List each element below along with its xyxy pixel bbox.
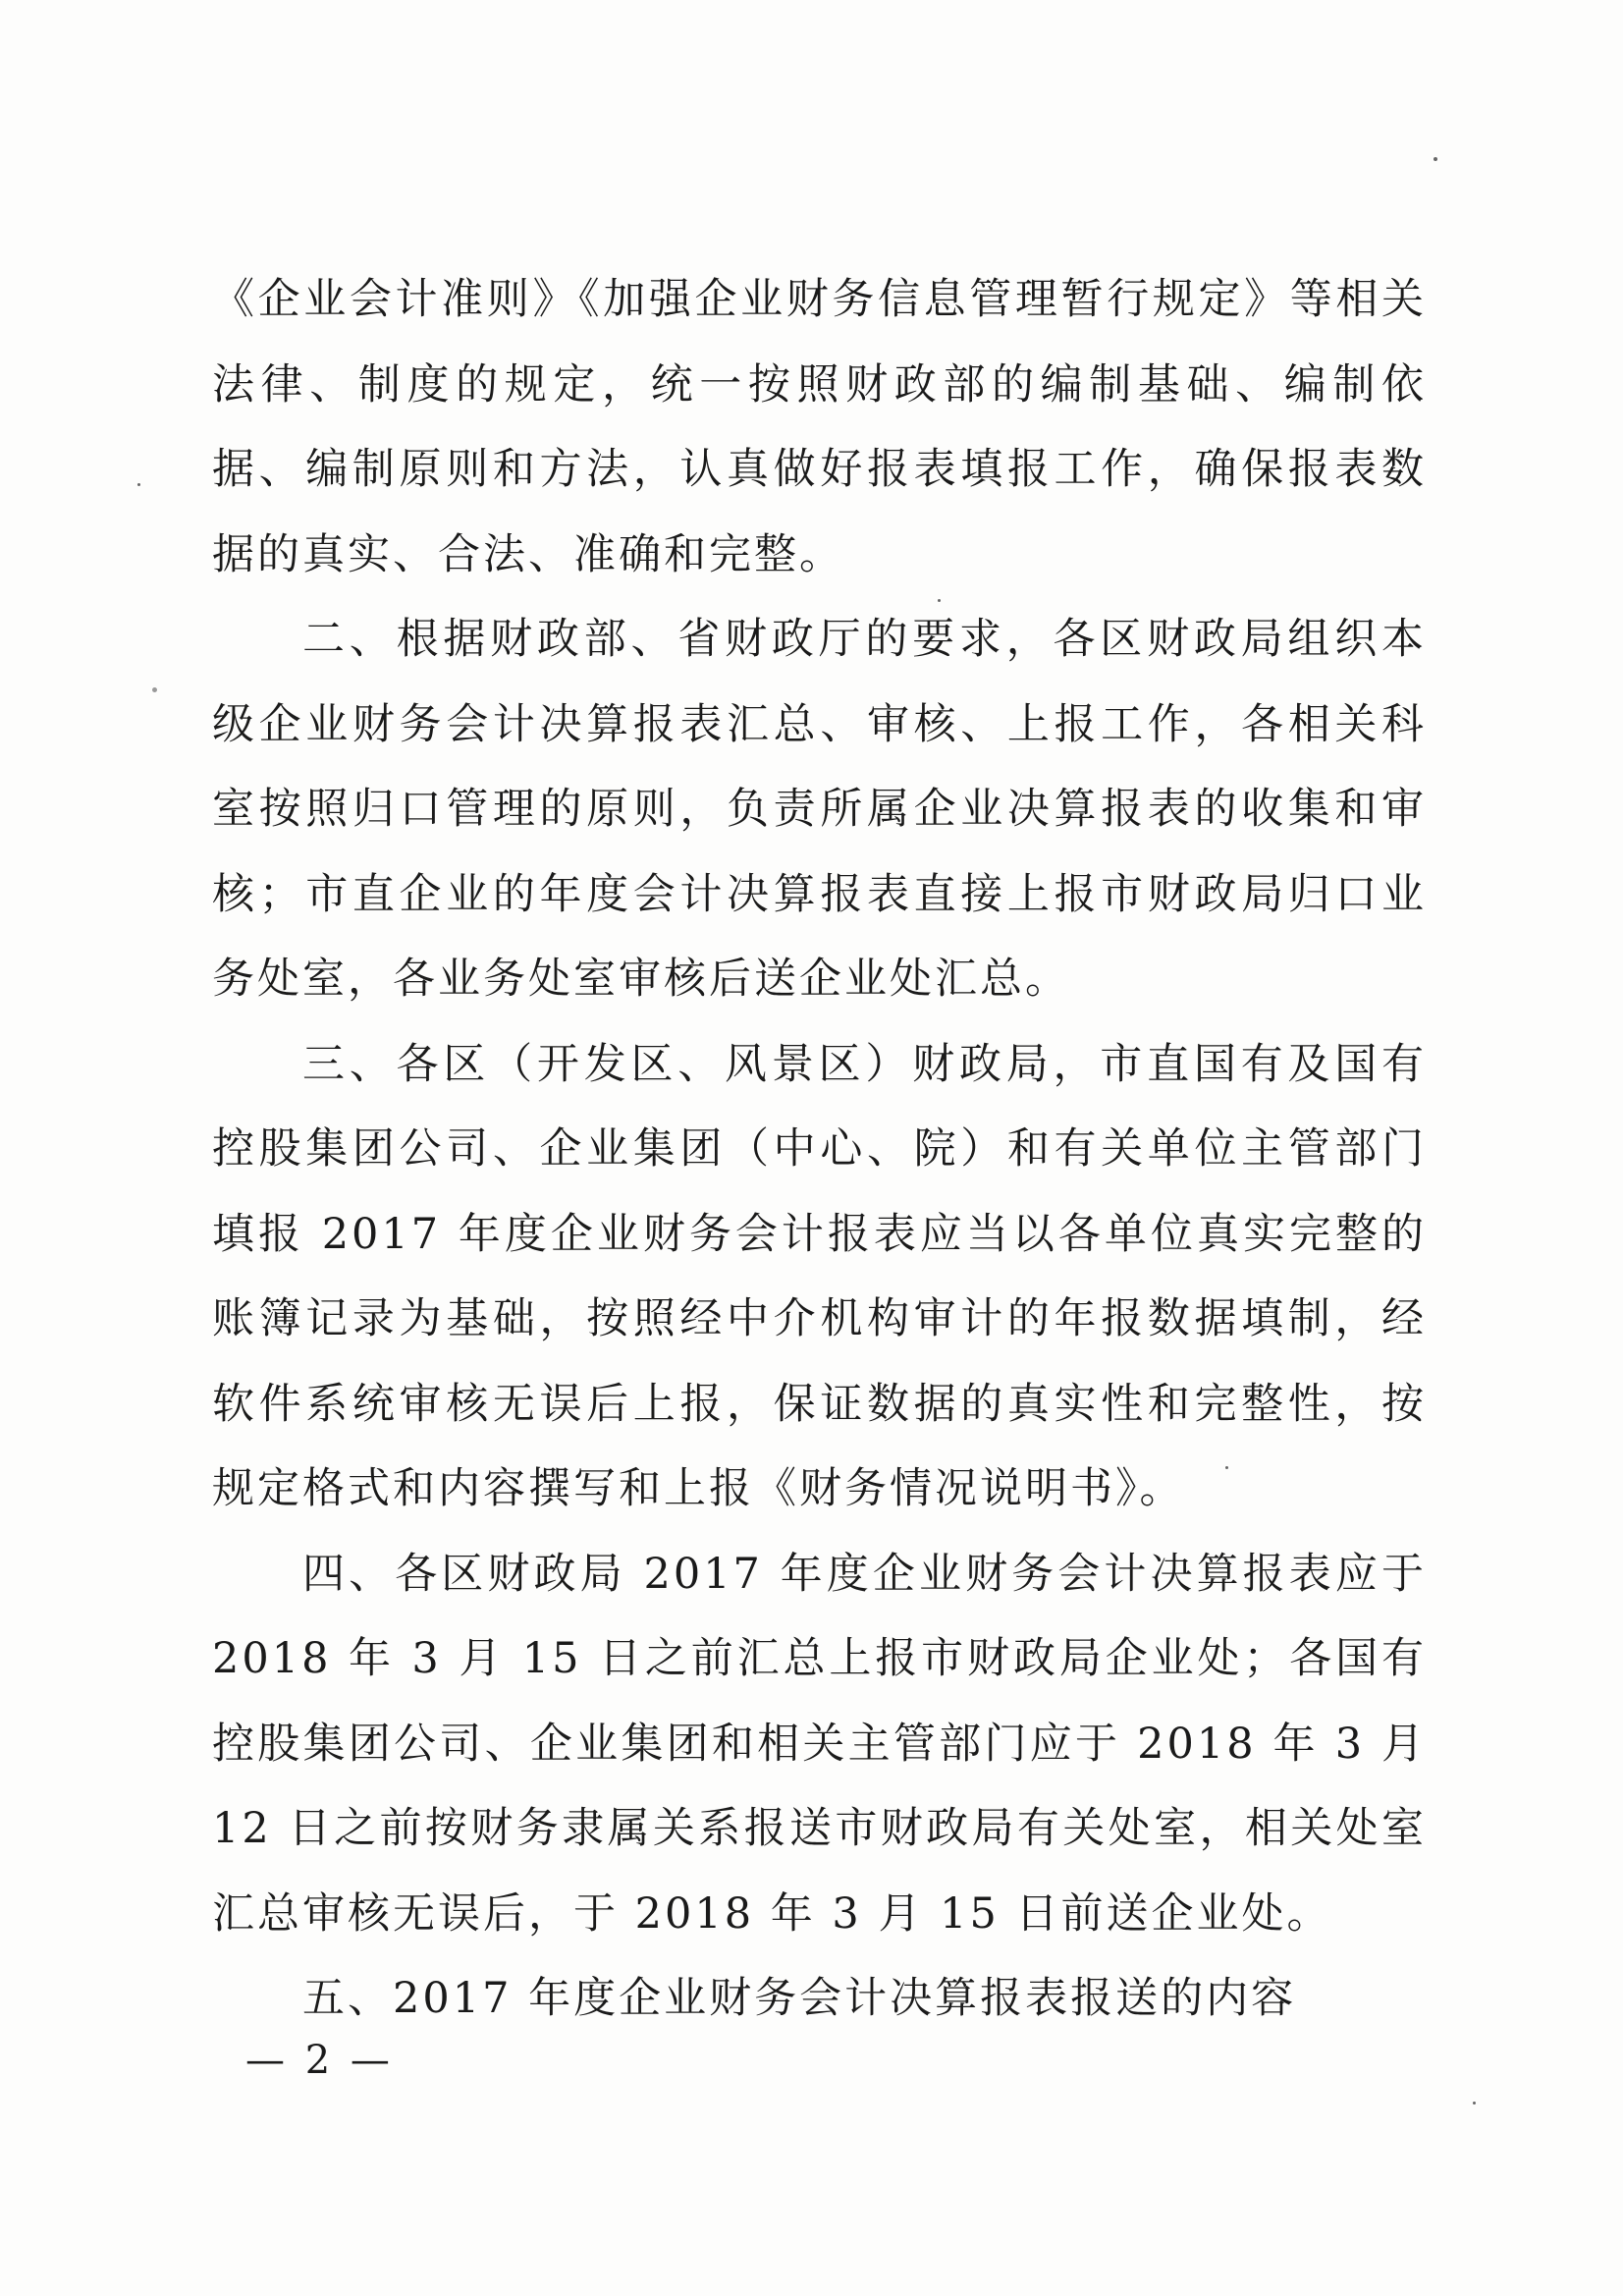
scan-speck [1473,2102,1476,2105]
paragraph-section-5: 五、2017 年度企业财务会计决算报表报送的内容 [302,1974,1297,2023]
scan-speck [152,687,157,692]
scan-speck [938,599,941,602]
scan-speck [137,483,140,486]
scan-speck [1225,1466,1228,1469]
document-body [212,257,1427,2042]
paragraph-section-3: 三、各区（开发区、风景区）财政局，市直国有及国有控股集团公司、企业集团（中心、院）和有关单位主管部门填报 2017 年度企业财务会计报表应当以各单位真实完整的账簿记录为基础，按照经中介机构审计的年报数据填制，经软件系统审核无误后上报，保证数据的真实性和完整性，按规定格式和内容撰写和上报《财务情况说明书》。 [212,1039,1427,1513]
scan-speck [1434,157,1437,161]
paragraph-section-2: 二、根据财政部、省财政厅的要求，各区财政局组织本级企业财务会计决算报表汇总、审核、上报工作，各相关科室按照归口管理的原则，负责所属企业决算报表的收集和审核；市直企业的年度会计决算报表直接上报市财政局归口业务处室，各业务处室审核后送企业处汇总。 [212,615,1427,1004]
paragraph-section-4: 四、各区财政局 2017 年度企业财务会计决算报表应于 2018 年 3 月 15 日之前汇总上报市财政局企业处；各国有控股集团公司、企业集团和相关主管部门应于 2018 年 3 月 12 日之前按财务隶属关系报送市财政局有关处室，相关处室汇总审核无误后，于 2018 年 3 月 15 日前送企业处。 [212,1549,1427,1939]
paragraph-continuation: 《企业会计准则》《加强企业财务信息管理暂行规定》等相关法律、制度的规定，统一按照财政部的编制基础、编制依据、编制原则和方法，认真做好报表填报工作，确保报表数据的真实、合法、准确和完整。 [212,275,1427,579]
page-number: — 2 — [245,2038,394,2083]
